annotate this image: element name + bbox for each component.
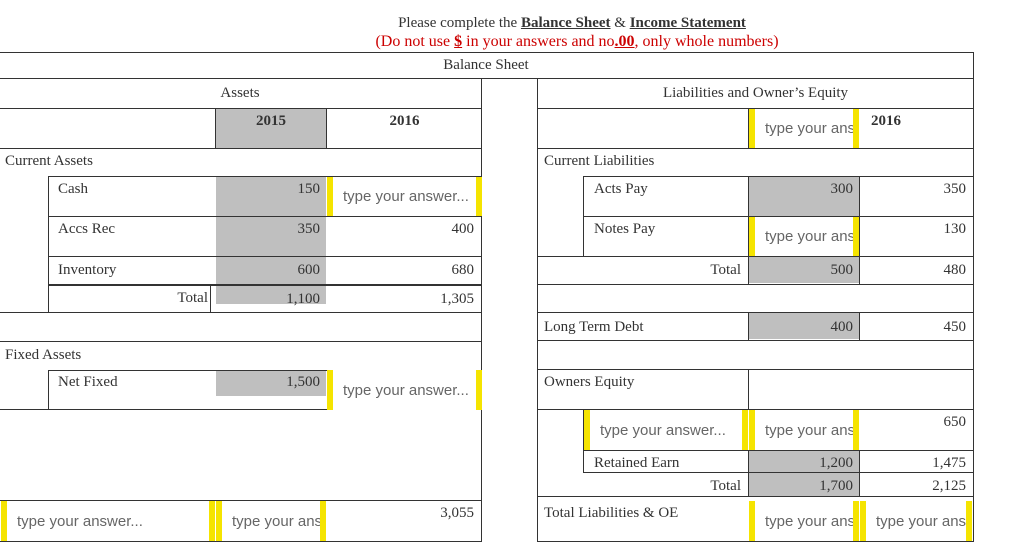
total-liab-oe-2016-field[interactable]: [860, 501, 972, 541]
retained-earn-2016: 1,475: [932, 455, 966, 471]
oe-row-label-field[interactable]: [584, 410, 748, 450]
cash-label: Cash: [58, 181, 88, 197]
accs-rec-label: Accs Rec: [58, 221, 116, 237]
accs-rec-2015: 350: [297, 221, 320, 237]
total-assets-label-field[interactable]: [1, 501, 215, 541]
inventory-2016: 680: [451, 262, 474, 278]
total-liab-oe-2015-field[interactable]: [749, 501, 859, 541]
oe-row-2015-field[interactable]: [749, 410, 859, 450]
instruction-text-b: in your answers and no: [466, 33, 615, 50]
oe-row-2015-input[interactable]: [755, 410, 853, 450]
assets-total-label: Total: [177, 290, 208, 306]
instruction-prefix: Please complete the: [398, 15, 518, 31]
current-assets-label: Current Assets: [5, 153, 93, 169]
instruction-text-a: (Do not use: [375, 33, 451, 50]
dollar-sign: $: [454, 33, 463, 50]
acts-pay-2015: 300: [830, 181, 853, 197]
assets-col-2016: 2016: [389, 113, 420, 129]
liab-2015-header-input[interactable]: [755, 109, 853, 148]
notes-pay-2015-input[interactable]: [755, 217, 853, 256]
notes-pay-label: Notes Pay: [594, 221, 656, 237]
instruction-text-c: , only whole numbers): [634, 33, 779, 50]
inventory-2015: 600: [297, 262, 320, 278]
fixed-assets-label: Fixed Assets: [5, 347, 82, 363]
balance-sheet-link-text: Balance Sheet: [520, 15, 611, 31]
total-assets-label-input[interactable]: [7, 501, 209, 541]
assets-col-2015: 2015: [256, 113, 286, 129]
oe-total-2015: 1,700: [819, 478, 853, 494]
assets-total-2016: 1,305: [440, 291, 474, 307]
oe-total-2016: 2,125: [932, 478, 966, 494]
net-fixed-2016-input[interactable]: [333, 370, 476, 410]
instruction-line-2: [0, 33, 1024, 51]
decimal-text: .00: [614, 33, 635, 50]
total-liab-oe-2015-input[interactable]: [755, 501, 853, 541]
inventory-label: Inventory: [58, 262, 117, 278]
liab-total-2016: 480: [943, 262, 966, 278]
total-liab-oe-2016-input[interactable]: [866, 501, 966, 541]
liab-2015-header-field[interactable]: [749, 109, 859, 148]
total-assets-2015-input[interactable]: [222, 501, 320, 541]
long-term-debt-2015: 400: [830, 319, 853, 335]
instruction-line-1: [0, 14, 1024, 32]
net-fixed-2015: 1,500: [286, 374, 320, 390]
net-fixed-2016-field[interactable]: [327, 370, 482, 410]
total-assets-2015-field[interactable]: [216, 501, 326, 541]
cash-2016-input[interactable]: [333, 177, 476, 216]
retained-earn-2015: 1,200: [819, 455, 853, 471]
long-term-debt-label: Long Term Debt: [544, 319, 644, 335]
retained-earn-label: Retained Earn: [594, 455, 680, 471]
total-assets-2016: 3,055: [440, 505, 474, 521]
oe-row-2016: 650: [943, 414, 966, 430]
oe-row-label-input[interactable]: [590, 410, 742, 450]
owners-equity-label: Owners Equity: [544, 374, 635, 390]
net-fixed-label: Net Fixed: [58, 374, 118, 390]
cash-2016-field[interactable]: [327, 177, 482, 216]
long-term-debt-2016: 450: [943, 319, 966, 335]
notes-pay-2015-field[interactable]: [749, 217, 859, 256]
ampersand: &: [614, 15, 626, 31]
acts-pay-label: Acts Pay: [594, 181, 648, 197]
total-liab-oe-label: Total Liabilities & OE: [544, 505, 679, 521]
oe-total-label: Total: [710, 478, 741, 494]
liab-total-2015: 500: [830, 262, 853, 278]
liabilities-heading: Liabilities and Owner’s Equity: [662, 85, 849, 101]
liab-total-label: Total: [710, 262, 741, 278]
sheet-title: Balance Sheet: [443, 57, 529, 73]
acts-pay-2016: 350: [943, 181, 966, 197]
liab-col-2016: 2016: [871, 113, 901, 129]
income-statement-link-text: Income Statement: [629, 15, 746, 31]
assets-heading: Assets: [220, 85, 260, 101]
notes-pay-2016: 130: [943, 221, 966, 237]
cash-2015: 150: [297, 181, 320, 197]
assets-total-2015: 1,100: [286, 291, 320, 307]
accs-rec-2016: 400: [451, 221, 474, 237]
current-liabilities-label: Current Liabilities: [544, 153, 655, 169]
